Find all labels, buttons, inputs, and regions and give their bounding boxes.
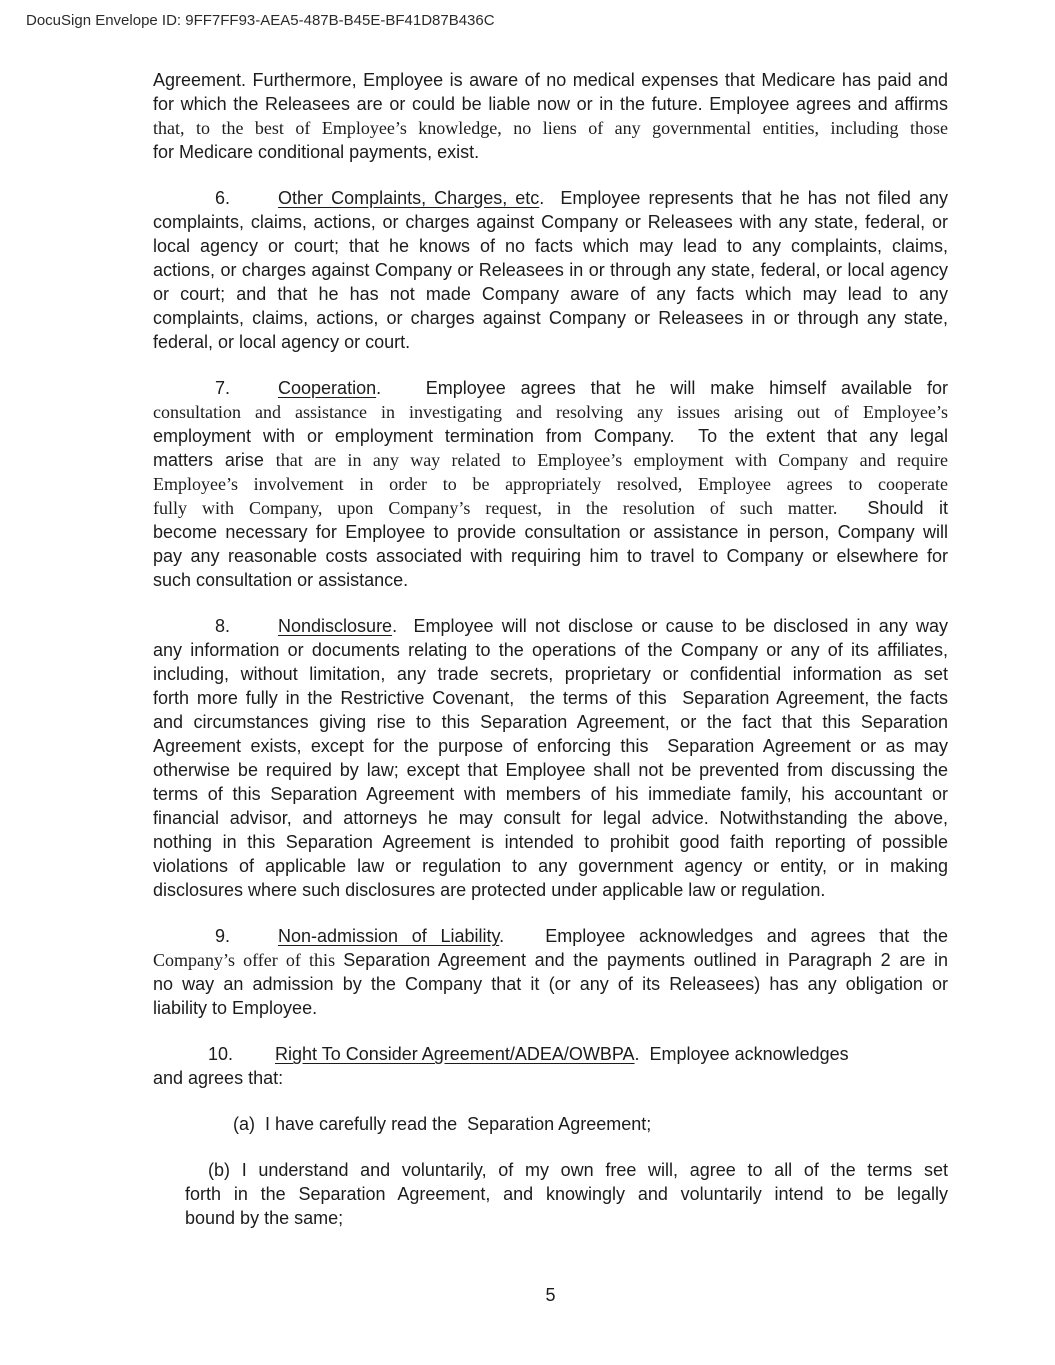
text-line [153,568,948,592]
text-run: or court; and that he has not made Company aware of any facts which may lead to any [153,284,948,304]
text-line [153,448,948,472]
text-run: 10. [208,1044,234,1064]
text-line [153,734,948,758]
text-run: federal, or local agency or court. [153,332,411,352]
section-heading: Right To Consider Agreement/ADEA/OWBPA [275,1044,635,1064]
text-run: (a) I have carefully read the Separation Agreement; [233,1114,652,1134]
text-run: . Employee will not disclose or cause to be disclosed in any way [392,616,948,636]
text-run: . Employee represents that he has not filed any [539,188,948,208]
text-run: pay any reasonable costs associated with requiring him to travel to Company or elsewhere for [153,546,948,566]
text-line [153,400,948,424]
tab-spacer [153,941,215,942]
text-run: employment with or employment termination from Company. To the extent that any legal [153,426,948,446]
text-run: that, to the best of Employee’s knowledge, no liens of any governmental entities, including those [153,118,948,138]
text-run: that are in any way related to Employee’s employment with Company and require [275,450,948,470]
tab-spacer [230,203,278,204]
text-run: liability to Employee. [153,998,318,1018]
text-line [153,496,948,520]
text-line [153,140,948,164]
text-run: disclosures where such disclosures are protected under applicable law or regulation. [153,880,826,900]
text-run: (b) I understand and voluntarily, of my own free will, agree to all of the terms set [208,1160,948,1180]
text-line [153,472,948,496]
text-run: 9. [215,926,231,946]
text-line [153,1066,948,1090]
text-line [153,376,948,400]
continuation-paragraph [153,68,948,164]
text-line [153,424,948,448]
text-line [153,686,948,710]
text-run: and agrees that: [153,1068,284,1088]
text-line [153,258,948,282]
text-run: matters arise [153,450,276,470]
text-line [153,854,948,878]
text-line [153,830,948,854]
text-run: and circumstances giving rise to this Separation Agreement, or the fact that this Separation [153,712,948,732]
section-heading: Nondisclosure [278,616,393,636]
tab-spacer [230,631,278,632]
text-run: such consultation or assistance. [153,570,409,590]
document-body [153,68,948,1230]
text-run: 6. [215,188,231,208]
tab-spacer [153,1059,208,1060]
tab-spacer [153,203,215,204]
text-run: including, without limitation, any trade secrets, proprietary or confidential information as set [153,664,948,684]
text-line [153,758,948,782]
text-line [153,614,948,638]
text-line [153,520,948,544]
docusign-envelope-id: DocuSign Envelope ID: 9FF7FF93-AEA5-487B-B45E-BF41D87B436C [26,12,495,29]
text-run: 7. [215,378,231,398]
text-line [153,92,948,116]
text-line [153,330,948,354]
text-run: bound by the same; [185,1208,344,1228]
text-line [153,1112,948,1136]
tab-spacer [153,1129,233,1130]
text-line [153,948,948,972]
tab-spacer [230,393,278,394]
text-run: complaints, claims, actions, or charges against Company or Releasees with any state, federal, or [153,212,948,232]
section-8-nondisclosure [153,614,948,902]
text-run: otherwise be required by law; except that Employee shall not be prevented from discussing the [153,760,948,780]
section-7-cooperation [153,376,948,592]
tab-spacer [233,1059,275,1060]
text-run: Separation Agreement and the payments outlined in Paragraph 2 are in [343,950,948,970]
text-line [153,1182,948,1206]
text-run: . Employee agrees that he will make himself available for [376,378,948,398]
text-run: nothing in this Separation Agreement is intended to prohibit good faith reporting of possible [153,832,948,852]
text-run: Employee’s involvement in order to be appropriately resolved, Employee agrees to cooperate [153,474,948,494]
text-line [153,1206,948,1230]
section-heading: Other Complaints, Charges, etc [278,188,540,208]
section-heading: Non-admission of Liability [278,926,500,946]
text-run: financial advisor, and attorneys he may consult for legal advice. Notwithstanding the above, [153,808,948,828]
tab-spacer [153,631,215,632]
tab-spacer [153,1175,208,1176]
text-run: no way an admission by the Company that it (or any of its Releasees) has any obligation or [153,974,948,994]
text-line [153,662,948,686]
text-run: Should it [867,498,948,518]
section-6-other-complaints [153,186,948,354]
text-line [153,782,948,806]
text-line [153,544,948,568]
text-run: . Employee acknowledges [634,1044,849,1064]
text-run: Agreement. Furthermore, Employee is aware of no medical expenses that Medicare has paid and [153,70,948,90]
text-run: 8. [215,616,231,636]
text-run: . Employee acknowledges and agrees that the [499,926,948,946]
text-run: actions, or charges against Company or Releasees in or through any state, federal, or local agency [153,260,948,280]
text-run: Company’s offer of this [153,950,344,970]
text-line [153,878,948,902]
text-run: complaints, claims, actions, or charges against Company or Releasees in or through any state, [153,308,948,328]
text-line [153,710,948,734]
text-line [153,972,948,996]
text-line [153,68,948,92]
text-run: terms of this Separation Agreement with members of his immediate family, his accountant or [153,784,948,804]
text-run: for Medicare conditional payments, exist. [153,142,480,162]
text-run: any information or documents relating to the operations of the Company or any of its affiliates, [153,640,948,660]
text-run: Agreement exists, except for the purpose of enforcing this Separation Agreement or as may [153,736,948,756]
item-b [153,1158,948,1230]
section-10-right-to-consider [153,1042,948,1090]
text-line [153,234,948,258]
text-line [153,1158,948,1182]
text-run: become necessary for Employee to provide consultation or assistance in person, Company will [153,522,948,542]
text-run: for which the Releasees are or could be liable now or in the future. Employee agrees and affirms [153,94,948,114]
tab-spacer [153,393,215,394]
text-run: forth more fully in the Restrictive Covenant, the terms of this Separation Agreement, the facts [153,688,948,708]
page-number: 5 [545,1285,556,1305]
text-line [153,210,948,234]
text-run: violations of applicable law or regulation to any government agency or entity, or in making [153,856,948,876]
text-line [153,806,948,830]
item-a [153,1112,948,1136]
text-line [153,638,948,662]
text-run: local agency or court; that he knows of no facts which may lead to any complaints, claims, [153,236,948,256]
text-line [153,186,948,210]
text-line [153,996,948,1020]
tab-spacer [230,941,278,942]
text-run: fully with Company, upon Company’s request, in the resolution of such matter. [153,498,868,518]
text-run: consultation and assistance in investigating and resolving any issues arising out of Employee’s [153,402,948,422]
text-line [153,1042,948,1066]
section-heading: Cooperation [278,378,377,398]
text-line [153,116,948,140]
text-run: forth in the Separation Agreement, and knowingly and voluntarily intend to be legally [185,1184,948,1204]
text-line [153,282,948,306]
text-line [153,924,948,948]
section-9-non-admission-of-liability [153,924,948,1020]
text-line [153,306,948,330]
